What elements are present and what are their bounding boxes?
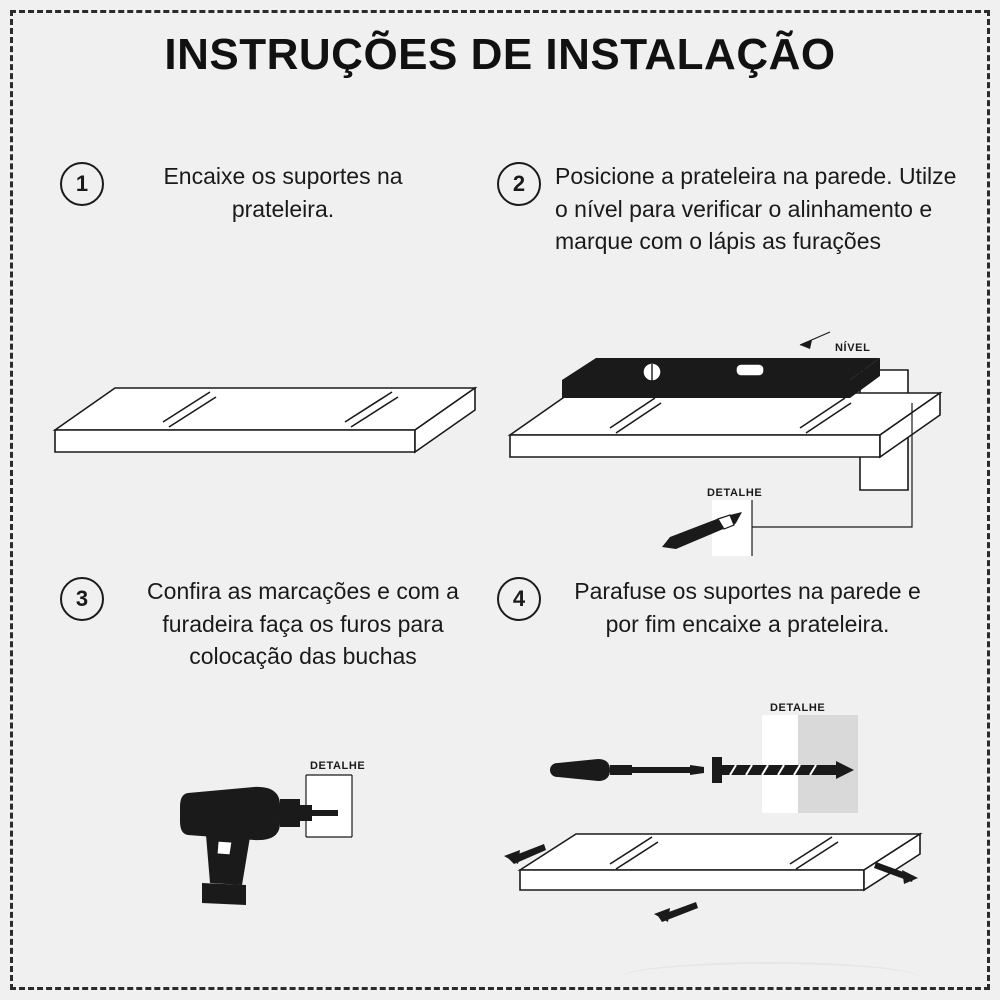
step-3 <box>60 575 490 673</box>
step-2-header <box>497 160 967 258</box>
step-2-number: 2 <box>497 162 541 206</box>
step-4-illustration <box>490 820 960 940</box>
step-3-number: 3 <box>60 577 104 621</box>
step-3-callout-detalhe-label: DETALHE <box>310 760 366 772</box>
step-4-text: Parafuse os suportes na parede e por fim encaixe a prateleira. <box>574 578 921 637</box>
step-1 <box>60 160 460 225</box>
page-title: INSTRUÇÕES DE INSTALAÇÃO <box>164 30 836 79</box>
step-4-number: 4 <box>497 577 541 621</box>
step-4-callout-detalhe-label: DETALHE <box>770 702 826 714</box>
step-2-callout-detalhe-label: DETALHE <box>707 487 763 499</box>
step-2 <box>497 160 967 258</box>
footer-watermark <box>620 962 920 994</box>
step-2-text: Posicione a prateleira na parede. Utilze o nível para verificar o alinhamento e marque com o lápis as furações <box>555 163 957 255</box>
step-3-illustration <box>180 765 440 915</box>
step-1-number: 1 <box>60 162 104 206</box>
step-4 <box>497 575 947 640</box>
step-1-header <box>60 160 460 225</box>
step-1-illustration <box>45 370 485 480</box>
step-3-header <box>60 575 490 673</box>
step-1-text: Encaixe os suportes na prateleira. <box>163 163 403 222</box>
step-3-text: Confira as marcações e com a furadeira faça os furos para colocação das buchas <box>147 578 459 670</box>
step-2-callout-nivel-label: NÍVEL <box>835 342 871 354</box>
step-2-detail-illustration <box>650 455 970 565</box>
step-4-header <box>497 575 947 640</box>
